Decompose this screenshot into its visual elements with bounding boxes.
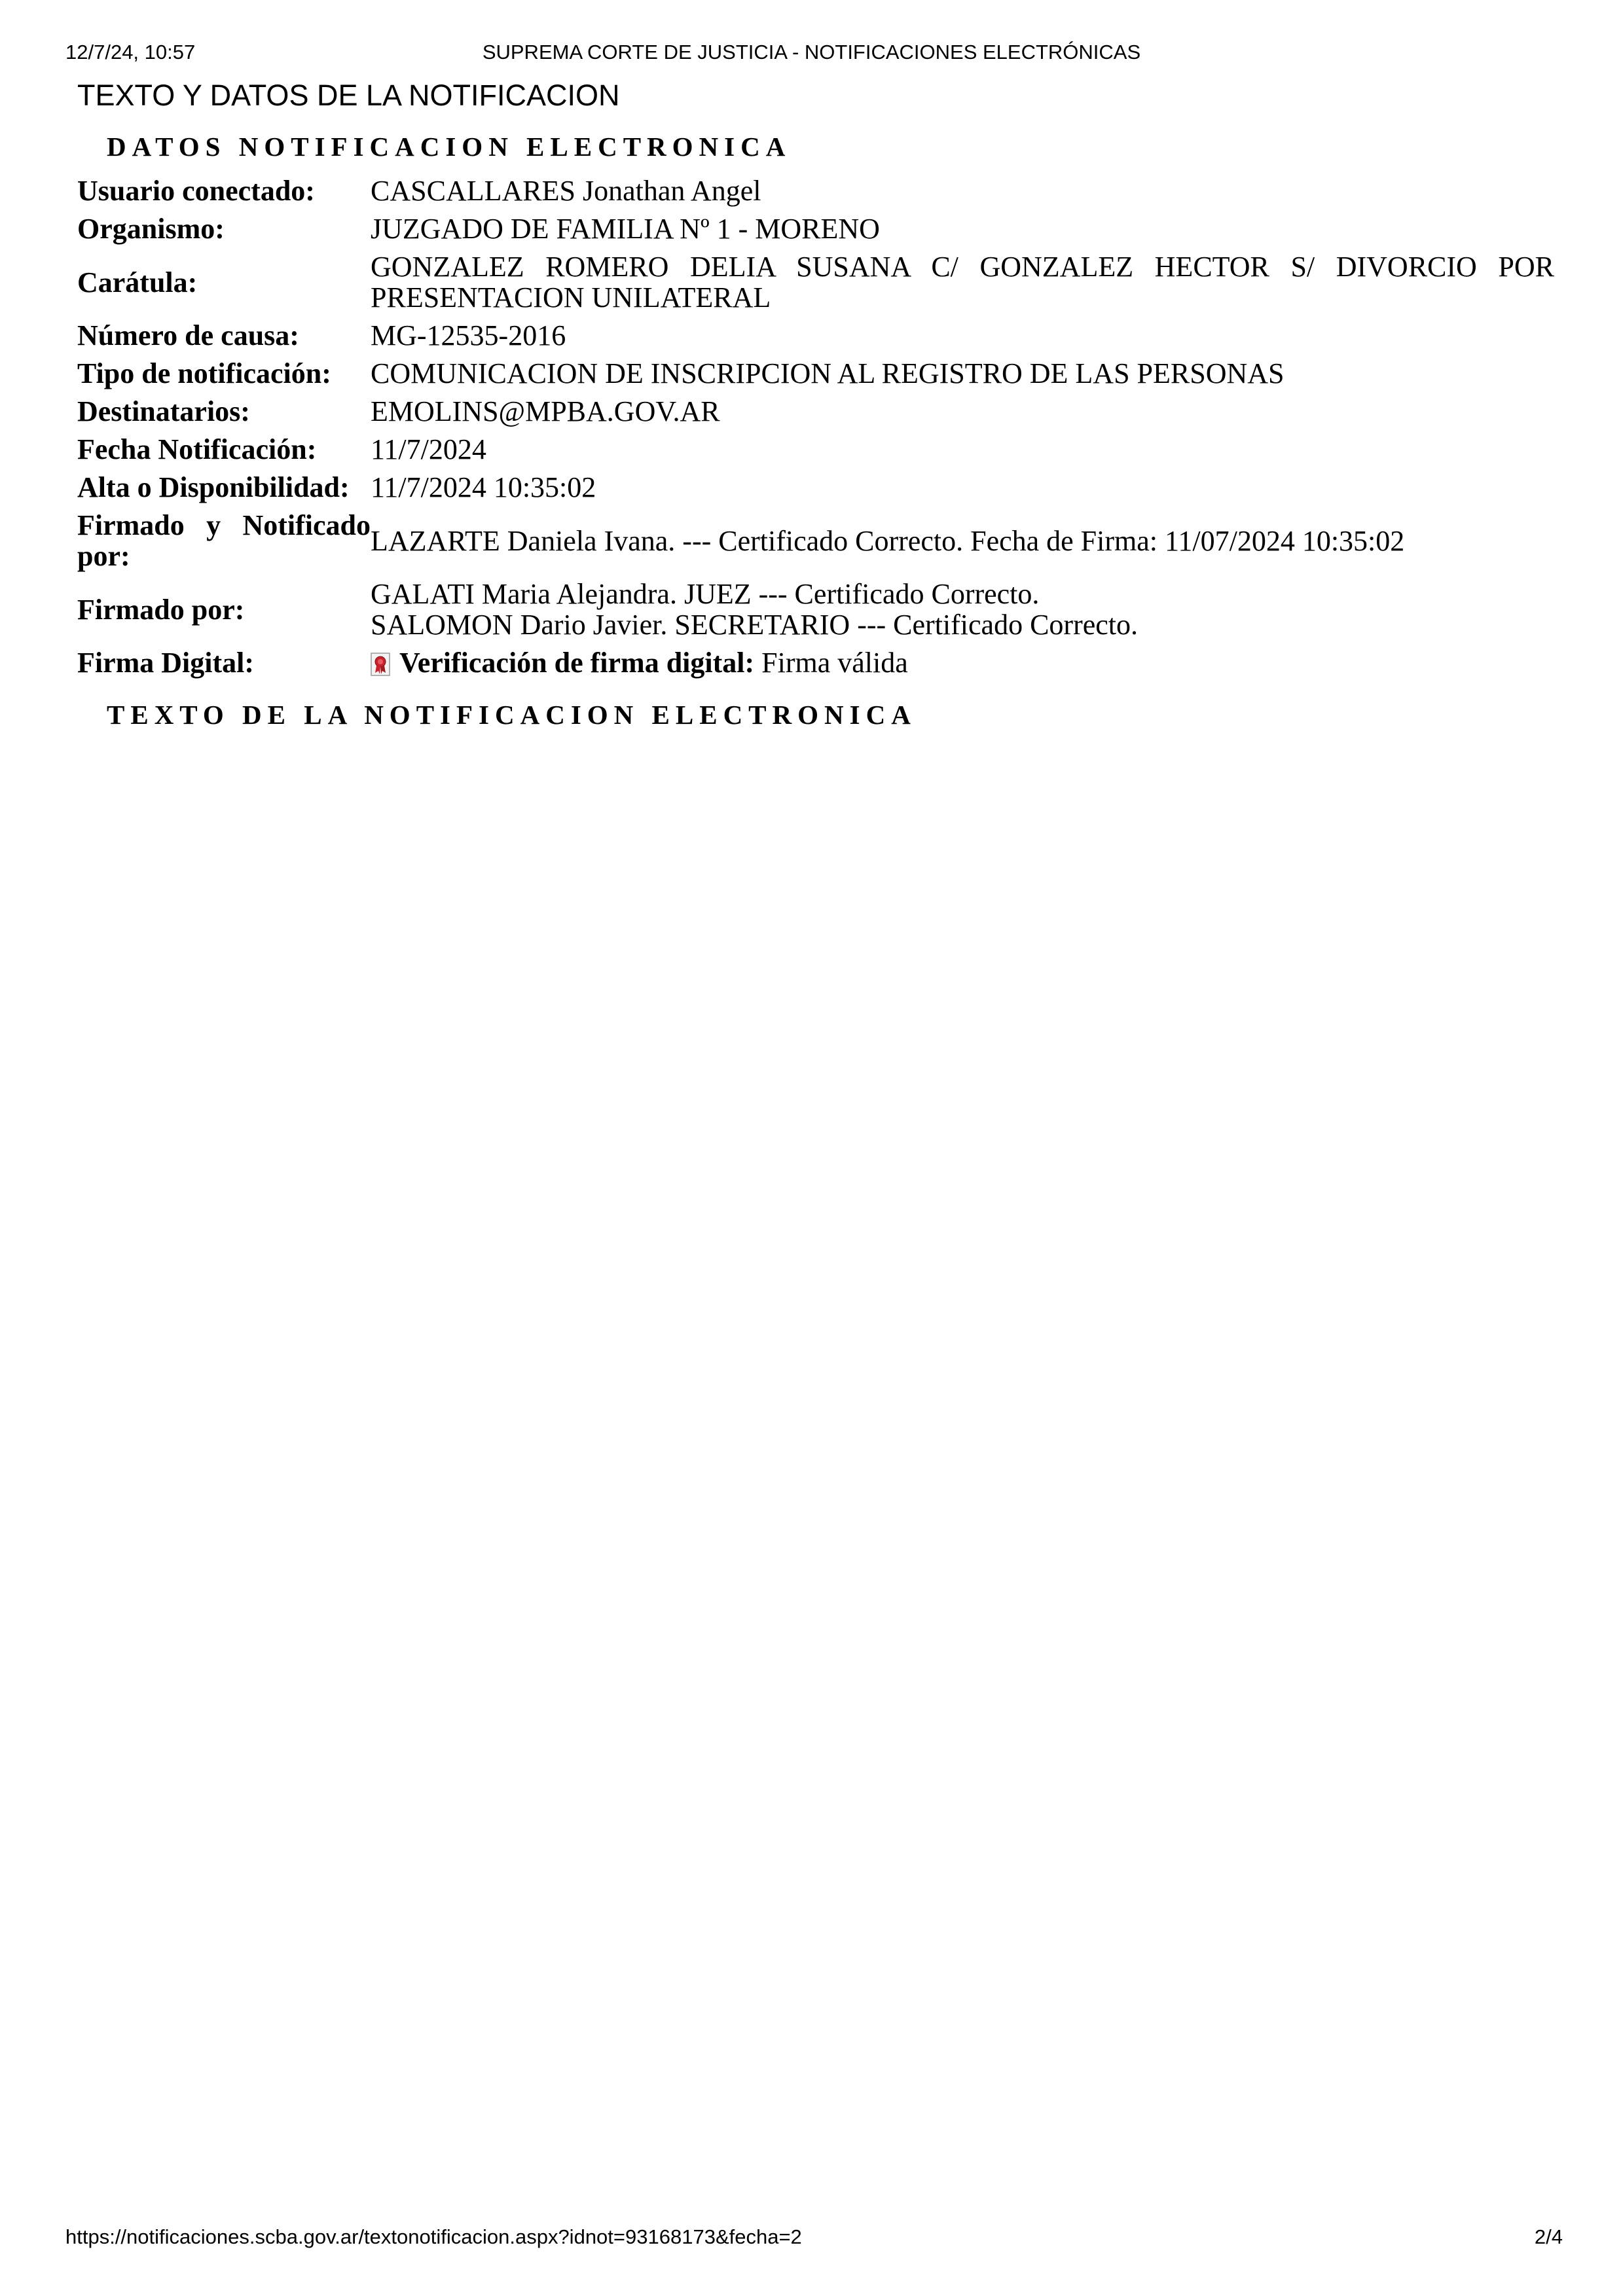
- print-url: https://notificaciones.scba.gov.ar/textonotificacion.aspx?idnot=93168173&fecha=2: [65, 2225, 802, 2248]
- section-title-texto: TEXTO DE LA NOTIFICACION ELECTRONICA: [107, 700, 917, 730]
- print-datetime: 12/7/24, 10:57: [65, 41, 196, 63]
- label-firmado-notificado: Firmado y Notificado por:: [77, 509, 371, 572]
- row-firmado-por: [77, 579, 1554, 640]
- notification-data-table: [77, 175, 1554, 685]
- signer-line: SALOMON Dario Javier. SECRETARIO --- Certificado Correcto.: [371, 609, 1139, 641]
- value-numero-causa: MG-12535-2016: [371, 319, 566, 351]
- row-organismo: [77, 213, 1554, 244]
- label-usuario: Usuario conectado:: [77, 175, 315, 207]
- row-destinatarios: [77, 396, 1554, 427]
- section-title-datos: DATOS NOTIFICACION ELECTRONICA: [107, 132, 792, 162]
- signer-line: GALATI Maria Alejandra. JUEZ --- Certificado Correcto.: [371, 578, 1040, 610]
- value-usuario: CASCALLARES Jonathan Angel: [371, 175, 761, 207]
- value-tipo-notificacion: COMUNICACION DE INSCRIPCION AL REGISTRO DE LAS PERSONAS: [371, 357, 1285, 389]
- row-caratula: [77, 251, 1554, 313]
- certificate-seal-icon[interactable]: [371, 651, 390, 675]
- label-destinatarios: Destinatarios:: [77, 395, 250, 427]
- row-alta-disponibilidad: [77, 472, 1554, 503]
- value-caratula: GONZALEZ ROMERO DELIA SUSANA C/ GONZALEZ HECTOR S/ DIVORCIO POR PRESENTACION UNILATERAL: [371, 251, 1554, 314]
- label-caratula: Carátula:: [77, 266, 198, 298]
- value-firmado-por: [371, 579, 1554, 640]
- row-tipo-notificacion: [77, 358, 1554, 389]
- label-organismo: Organismo:: [77, 213, 225, 245]
- document-title: TEXTO Y DATOS DE LA NOTIFICACION: [77, 79, 620, 112]
- row-usuario: [77, 175, 1554, 206]
- print-footer: [0, 2225, 1623, 2254]
- label-alta-disponibilidad: Alta o Disponibilidad:: [77, 471, 350, 503]
- print-page-number: 2/4: [1534, 2225, 1563, 2248]
- print-page-title: SUPREMA CORTE DE JUSTICIA - NOTIFICACIONES ELECTRÓNICAS: [482, 41, 1141, 63]
- verification-value: Firma válida: [761, 647, 908, 679]
- value-firma-digital: [371, 647, 1554, 678]
- label-tipo-notificacion: Tipo de notificación:: [77, 357, 331, 389]
- value-fecha-notificacion: 11/7/2024: [371, 433, 486, 465]
- print-header: [0, 41, 1623, 69]
- value-organismo: JUZGADO DE FAMILIA Nº 1 - MORENO: [371, 213, 880, 245]
- row-firma-digital: [77, 647, 1554, 678]
- value-alta-disponibilidad: 11/7/2024 10:35:02: [371, 471, 596, 503]
- label-firma-digital: Firma Digital:: [77, 647, 255, 679]
- value-destinatarios: EMOLINS@MPBA.GOV.AR: [371, 395, 720, 427]
- value-firmado-notificado: LAZARTE Daniela Ivana. --- Certificado Correcto. Fecha de Firma: 11/07/2024 10:35:02: [371, 524, 1405, 557]
- label-firmado-por: Firmado por:: [77, 593, 245, 626]
- label-numero-causa: Número de causa:: [77, 319, 299, 351]
- row-fecha-notificacion: [77, 434, 1554, 465]
- verification-label: Verificación de firma digital:: [399, 647, 755, 679]
- row-numero-causa: [77, 320, 1554, 351]
- label-fecha-notificacion: Fecha Notificación:: [77, 433, 317, 465]
- row-firmado-notificado: [77, 510, 1554, 571]
